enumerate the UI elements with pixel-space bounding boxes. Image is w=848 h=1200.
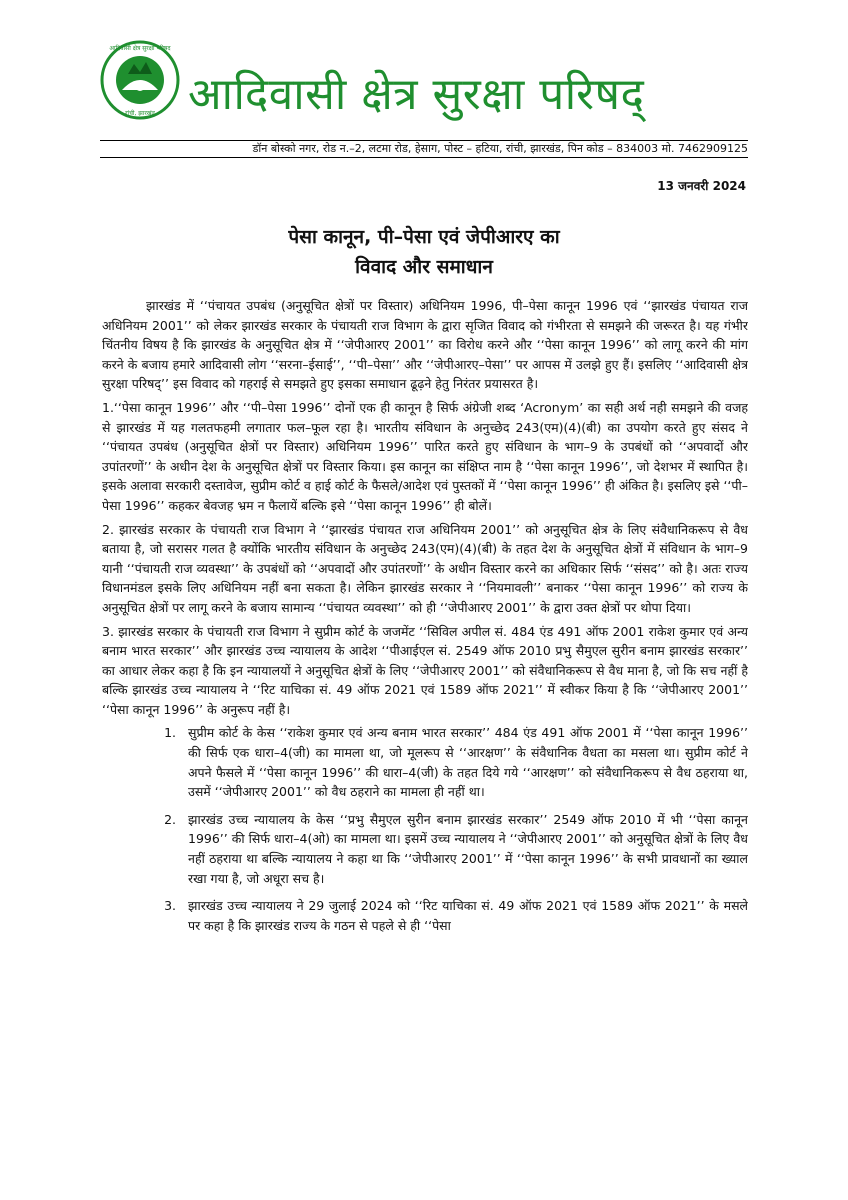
organization-name: आदिवासी क्षेत्र सुरक्षा परिषद् [188,69,645,120]
document-title [100,222,748,282]
title-line-1: पेसा कानून, पी–पेसा एवं जेपीआरए का [288,226,560,248]
point-3-paragraph: 3. झारखंड सरकार के पंचायती राज विभाग ने सुप्रीम कोर्ट के जजमेंट ‘‘सिविल अपील सं. 484 एंड 491 ऑफ 2001 राकेश कुमार एवं अन्य बनाम भारत सरकार’’ और झारखंड उच्च न्यायालय के आदेश ‘‘पीआईएल सं. 2549 ऑफ 2010 प्रभु सैमुएल सुरीन बनाम झारखंड सरकार’’ का आधार लेकर कहा है कि इन न्यायालयों ने अनुसूचित क्षेत्रों के लिए ‘‘जेपीआरए 2001’’ को संवैधानिकरूप से वैध माना है, जो कि सच नहीं है बल्कि झारखंड उच्च न्यायालय ने ‘‘रिट याचिका सं. 49 ऑफ 2021 एवं 1589 ऑफ 2021’’ में स्वीकर किया है कि ‘‘जेपीआरए 2001’’ ‘‘पेसा कानून 1996’’ के अनुरूप नहीं है। [102,623,748,717]
document-body [102,296,748,1196]
list-item: 1. सुप्रीम कोर्ट के केस ‘‘राकेश कुमार एवं अन्य बनाम भारत सरकार’’ 484 एंड 491 ऑफ 2001 में ‘‘पेसा कानून 1996’’ की सिर्फ एक धारा–4(जी) का मामला था, जो मूलरूप से ‘‘आरक्षण’’ के संवैधानिक वैधता का मसला था। सुप्रीम कोर्ट ने अपने फैसले में ‘‘पेसा कानून 1996’’ की धारा–4(जी) के तहत दिये गये ‘‘आरक्षण’’ को संवैधानिकरूप से वैध ठहराया था, उसमें ‘‘जेपीआरए 2001’’ को वैध ठहराने का मामला ही नहीं था। [180,723,748,801]
letterhead [0,0,848,160]
organization-logo [100,40,180,120]
list-item: 2. झारखंड उच्च न्यायालय के केस ‘‘प्रभु सैमुएल सुरीन बनाम झारखंड सरकार’’ 2549 ऑफ 2010 में भी ‘‘पेसा कानून 1996’’ की सिर्फ धारा–4(ओ) का मामला था। इसमें उच्च न्यायालय ने ‘‘जेपीआरए 2001’’ को अनुसूचित क्षेत्रों के लिए वैध नहीं ठहराया था बल्कि न्यायालय ने कहा था कि ‘‘जेपीआरए 2001’’ में ‘‘पेसा कानून 1996’’ के सभी प्रावधानों का ख्याल रखा गया है, जो अधूरा सच है। [180,810,748,888]
title-line-2: विवाद और समाधान [355,256,493,278]
list-item: 3. झारखंड उच्च न्यायालय ने 29 जुलाई 2024 को ‘‘रिट याचिका सं. 49 ऑफ 2021 एवं 1589 ऑफ 2021’’ के मसले पर कहा है कि झारखंड राज्य के गठन से पहले से ही ‘‘पेसा [180,896,748,935]
intro-paragraph: झारखंड में ‘‘पंचायत उपबंध (अनुसूचित क्षेत्रों पर विस्तार) अधिनियम 1996, पी–पेसा कानून 1996 एवं ‘‘झारखंड पंचायत राज अधिनियम 2001’’ को लेकर झारखंड सरकार के पंचायती राज विभाग के द्वारा सृजित विवाद को गंभीरता से समझने की जरूरत है। यह गंभीर चिंतनीय विषय है कि झारखंड के अनुसूचित क्षेत्र में ‘‘जेपीआरए 2001’’ का विरोध करने और ‘‘पेसा कानून 1996’’ को लागू करने की मांग करने के बजाय हमारे आदिवासी लोग ‘‘सरना–ईसाई’’, ‘‘पी–पेसा’’ और ‘‘जेपीआरए–पेसा’’ पर आपस में उलझे हुए हैं। इसलिए ‘‘आदिवासी क्षेत्र सुरक्षा परिषद्’’ इस विवाद को गहराई से समझते हुए इसका समाधान ढूढ़ने हेतु निरंतर प्रयासरत है। [102,298,748,392]
address-line: डॉन बोस्को नगर, रोड न.–2, लटमा रोड, हेसाग, पोस्ट – हटिया, रांची, झारखंड, पिन कोड – 834003 मो. 7462909125 [100,140,748,158]
letter-date: 13 जनवरी 2024 [657,179,746,193]
point-2-paragraph: 2. झारखंड सरकार के पंचायती राज विभाग ने ‘‘झारखंड पंचायत राज अधिनियम 2001’’ को अनुसूचित क्षेत्र के लिए संवैधानिकरूप से वैध बताया है, जो सरासर गलत है क्योंकि भारतीय संविधान के अनुच्छेद 243(एम)(4)(बी) के तहत देश के अनुसूचित क्षेत्रों में संविधान के भाग–9 यानी ‘‘पंचायती राज व्यवस्था’’ के उपबंधों को ‘‘अपवादों और उपांतरणों’’ के अधीन विस्तार करने का अधिकार सिर्फ ‘‘संसद’’ को है। अतः राज्य विधानमंडल इसके लिए अधिनियम नहीं बना सकता है। लेकिन झारखंड सरकार ने ‘‘नियमावली’’ बनाकर ‘‘पेसा कानून 1996’’ को राज्य के अनुसूचित क्षेत्रों पर लागू करने के बजाय सामान्य ‘‘पंचायत व्यवस्था’’ को ही ‘‘जेपीआरए 2001’’ के द्वारा उक्त क्षेत्रों पर थोपा दिया। [102,521,748,615]
logo-top-text: आदिवासी क्षेत्र सुरक्षा परिषद [109,45,171,52]
logo-bottom-text: रांची, झारखंड [125,110,155,117]
sub-point-list [102,723,748,935]
point-1-paragraph: 1.‘‘पेसा कानून 1996’’ और ‘‘पी–पेसा 1996’’ दोनों एक ही कानून है सिर्फ अंग्रेजी शब्द ‘Acronym’ का सही अर्थ नही समझने की वजह से झारखंड में यह गलतफहमी लगातार फल–फूल रहा है। भारतीय संविधान के अनुच्छेद 243(एम)(4)(बी) का उपयोग करते हुए संसद ने ‘‘पंचायत उपबंध (अनुसूचित क्षेत्रों पर विस्तार) अधिनियम 1996’’ पारित करते हुए संविधान के भाग–9 के उपबंधों को ‘‘अपवादों और उपांतरणों’’ के अधीन देश के अनुसूचित क्षेत्रों पर विस्तार किया। इस कानून का संक्षिप्त नाम है ‘‘पेसा कानून 1996’’, जो देशभर में स्थापित है। इसके अलावा सरकारी दस्तावेज, सुप्रीम कोर्ट व हाई कोर्ट के फैसले/आदेश एवं पुस्तकों में ‘‘पेसा कानून 1996’’ ही अंकित है। इसलिए इसे ‘‘पी–पेसा 1996’’ कहकर बेवजह भ्रम न फैलायें बल्कि इसे ‘‘पेसा कानून 1996’’ ही बोलें। [102,399,748,513]
